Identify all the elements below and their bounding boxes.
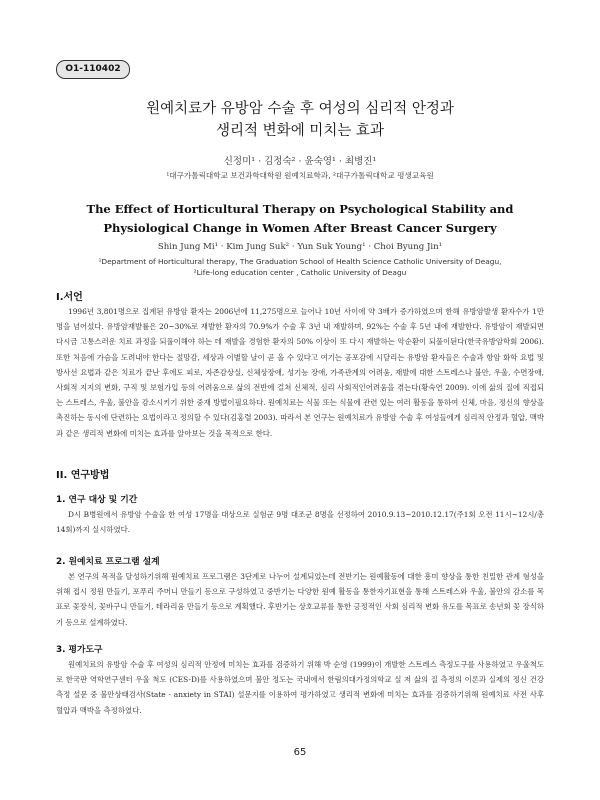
intro-heading: I.서언 <box>56 292 83 303</box>
english-authors: Shin Jung Mi¹ · Kim Jung Suk² · Yun Suk Young¹ · Choi Byung Jin¹ <box>157 242 443 252</box>
korean-title-line1: 원예치료가 유방암 수술 후 여성의 심리적 안정과 <box>146 101 454 117</box>
english-title <box>40 200 560 238</box>
korean-title-line2: 생리적 변화에 미치는 효과 <box>216 123 384 139</box>
methods-heading: II. 연구방법 <box>56 470 110 481</box>
korean-authors: 신정미¹ · 김정숙² · 윤숙영¹ · 최병진¹ <box>223 156 377 167</box>
page-number: 65 <box>293 747 307 758</box>
english-affiliation-line2: ²Life-long education center , Catholic University of Deagu <box>193 268 407 277</box>
korean-affiliations: ¹대구가톨릭대학교 보건과학대학원 원예치료학과, ²대구가톨릭대학교 평생교육원 <box>166 171 434 180</box>
program-heading: 2. 원예치료 프로그램 설계 <box>56 557 160 567</box>
korean-title <box>40 98 560 142</box>
paper-id-badge: O1-110402 <box>56 60 130 79</box>
intro-paragraph: 1996년 3,801명으로 집계된 유방암 환자는 2006년에 11,275명으로 늘어나 10년 사이에 약 3배가 증가하였으며 한해 유방암발생 환자수가 1만 명을 넘어섰다. 유방암재발률은 20~30%로 재발한 환자의 70.9%가 수술 후 3년 내 재발하며, 92%는 수술 후 5년 내에 재발한다. 유방암이 재발되면 다시금 고통스러운 치료 과정을 되풀이해야 하는 데 재발을 경험한 환자의 50% 이상이 또 다시 재발하는 악순환이 되풀이된다(한국유방암학회 2006). 또한 처음에 가슴을 도려내야 한다는 절망감, 세상과 이별할 날이 곧 올 수 있다고 여기는 공포감에 시달리는 유방암 환자들은 수술과 항암 화학 요법 및 방사선 요법과 같은 치료가 끝난 후에도 피로, 자존감상실, 신체상장애, 성기능 장애, 가족관계의 어려움, 재발에 대한 스트레스나 불안, 우울, 수면장애, 사회적 지지의 변화, 구직 및 보험가입 등의 어려움으로 삶의 전반에 걸쳐 신체적, 심리 사회적인어려움을 겪는다(황숙연 2009). 이에 삶의 질에 직접되는 스트레스, 우울, 불안을 감소시키기 위한 중재 방법이필요하다. 원예치료는 식물 또는 식물에 관련 있는 여러 활동을 통하여 신체, 마음, 정신의 향상을 촉진하는 동시에 단련하는 요법이라고 정의할 수 있다(김홍렬 2003). 따라서 본 연구는 원예치료가 유방암 수술 후 여성들에게 심리적 안정과 혈압, 맥박과 같은 생리적 변화에 미치는 효과를 알아보는 것을 목적으로 한다. <box>56 307 544 438</box>
english-affiliations <box>40 256 560 278</box>
program-paragraph: 본 연구의 목적을 달성하기위해 원예치료 프로그램은 3단계로 나누어 설계되었는데 전반기는 원예활동에 대한 흥미 향상을 통한 친밀한 관계 형성을 위해 접시 정원 만들기, 포푸리 주머니 만들기 등으로 구성하였고 중반기는 다양한 원예 활동을 통한자기표현을 통해 스트레스와 우울, 불안의 감소를 목표로 꽃장식, 꽃바구니 만들기, 테라리움 만들기 등으로 계획했다. 후반기는 상호교류를 통한 긍정적인 사회 심리적 변화 유도를 목표로 송년회 꽃 장식하기 등으로 설계하였다. <box>56 572 544 627</box>
subjects-heading: 1. 연구 대상 및 기간 <box>56 495 138 505</box>
english-title-line2: Physiological Change in Women After Breast Cancer Surgery <box>103 221 497 235</box>
english-title-line1: The Effect of Horticultural Therapy on Psychological Stability and <box>86 202 514 216</box>
evaluation-paragraph: 원예치료의 유방암 수술 후 여성의 심리적 안정에 미치는 효과를 검증하기 위해 박 순영 (1999)이 개발한 스트레스 측정도구를 사용하였고 우울척도로 한국판 역학연구센터 우울 척도 (CES-D)를 사용하였으며 불안 정도는 국내에서 한림의대가정의학교 실 저 삶의 질 측정의 이론과 실제의 정신 건강 측정 설문 중 불안상태검사(State - anxiety in STAI) 설문지를 이용하여 평가하였고 생리적 변화에 미치는 효과를 검증하기위해 원예치료 사전 사후 혈압과 맥박을 측정하였다. <box>56 660 544 715</box>
english-affiliation-line1: ¹Department of Horticultural therapy, The Graduation School of Health Science Catholic University of Deagu, <box>98 257 502 266</box>
subjects-paragraph: D시 B병원에서 유방암 수술을 한 여성 17명을 대상으로 실험군 9명 대조군 8명을 선정하여 2010.9.13~2010.12.17(주1회 오전 11시~12시/총14회)까지 실시하였다. <box>56 510 544 535</box>
evaluation-heading: 3. 평가도구 <box>56 645 103 655</box>
